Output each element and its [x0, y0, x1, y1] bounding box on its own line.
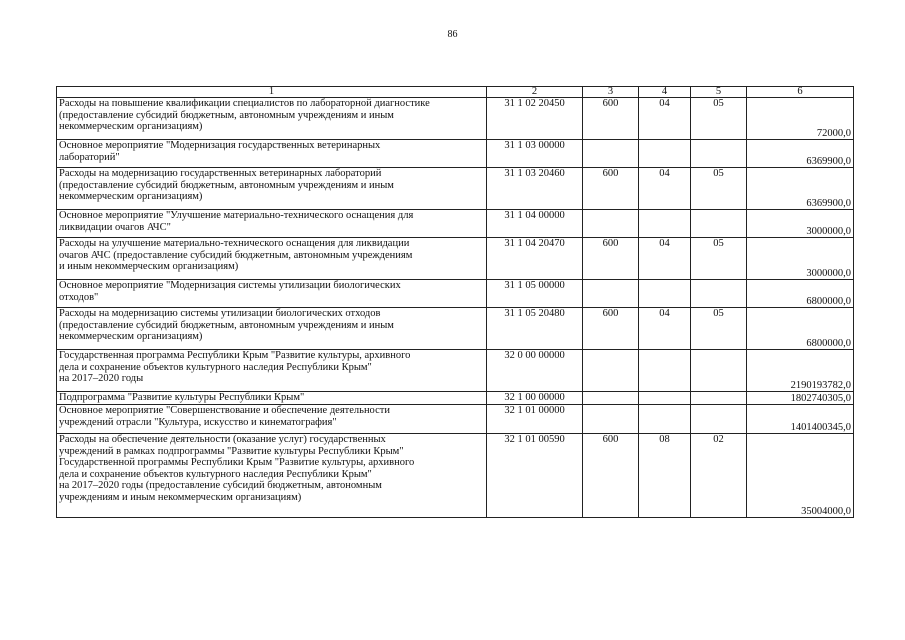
budget-table: [56, 86, 854, 518]
row-sum: 1802740305,0: [747, 392, 854, 405]
row-column-3: 600: [583, 168, 639, 210]
row-sum: 3000000,0: [747, 210, 854, 238]
row-column-3: [583, 405, 639, 434]
row-sum: 2190193782,0: [747, 350, 854, 392]
row-code: 31 1 03 20460: [487, 168, 583, 210]
row-column-3: [583, 140, 639, 168]
row-name: Основное мероприятие "Улучшение материально-технического оснащения для ликвидации очагов АЧС": [57, 210, 487, 238]
row-column-4: [639, 210, 691, 238]
column-header: 3: [583, 87, 639, 98]
table-row: [57, 434, 854, 518]
row-column-3: 600: [583, 98, 639, 140]
row-column-3: [583, 392, 639, 405]
row-column-4: 04: [639, 238, 691, 280]
column-header: 5: [691, 87, 747, 98]
column-header: 2: [487, 87, 583, 98]
row-column-5: [691, 392, 747, 405]
row-code: 32 0 00 00000: [487, 350, 583, 392]
row-sum: 1401400345,0: [747, 405, 854, 434]
row-column-5: 05: [691, 168, 747, 210]
table-row: [57, 210, 854, 238]
row-column-5: 02: [691, 434, 747, 518]
table-row: [57, 140, 854, 168]
row-code: 31 1 05 00000: [487, 280, 583, 308]
row-code: 31 1 04 20470: [487, 238, 583, 280]
row-column-5: 05: [691, 98, 747, 140]
row-sum: 6369900,0: [747, 168, 854, 210]
row-name: Государственная программа Республики Крым "Развитие культуры, архивного дела и сохранение объектов культурного наследия Республики Крым" на 2017–2020 годы: [57, 350, 487, 392]
row-code: 32 1 01 00590: [487, 434, 583, 518]
row-name: Расходы на улучшение материально-технического оснащения для ликвидации очагов АЧС (предоставление субсидий бюджетным, автономным учреждениям и иным некоммерческим организациям): [57, 238, 487, 280]
row-code: 31 1 02 20450: [487, 98, 583, 140]
row-column-4: [639, 405, 691, 434]
row-column-4: [639, 350, 691, 392]
column-header: 1: [57, 87, 487, 98]
row-column-3: 600: [583, 238, 639, 280]
row-column-5: 05: [691, 238, 747, 280]
table-row: [57, 98, 854, 140]
row-name: Подпрограмма "Развитие культуры Республики Крым": [57, 392, 487, 405]
row-sum: 6369900,0: [747, 140, 854, 168]
row-column-5: [691, 280, 747, 308]
row-column-4: [639, 392, 691, 405]
row-name: Расходы на модернизацию системы утилизации биологических отходов (предоставление субсидий бюджетным, автономным учреждениям и иным некоммерческим организациям): [57, 308, 487, 350]
row-sum: 72000,0: [747, 98, 854, 140]
row-code: 32 1 01 00000: [487, 405, 583, 434]
row-name: Основное мероприятие "Модернизация государственных ветеринарных лабораторий": [57, 140, 487, 168]
table-row: [57, 392, 854, 405]
table-row: [57, 280, 854, 308]
row-column-4: [639, 140, 691, 168]
row-column-4: 04: [639, 308, 691, 350]
row-column-5: [691, 350, 747, 392]
page-number: 86: [447, 29, 458, 40]
row-column-4: [639, 280, 691, 308]
row-column-3: 600: [583, 308, 639, 350]
table-header-row: [57, 87, 854, 98]
row-column-5: [691, 210, 747, 238]
column-header: 4: [639, 87, 691, 98]
row-column-3: [583, 350, 639, 392]
row-column-3: [583, 210, 639, 238]
row-sum: 6800000,0: [747, 280, 854, 308]
table-row: [57, 238, 854, 280]
row-column-4: 04: [639, 168, 691, 210]
row-code: 31 1 05 20480: [487, 308, 583, 350]
row-column-4: 04: [639, 98, 691, 140]
table-row: [57, 405, 854, 434]
row-name: Расходы на модернизацию государственных ветеринарных лабораторий (предоставление субсидий бюджетным, автономным учреждениям и иным некоммерческим организациям): [57, 168, 487, 210]
row-name: Основное мероприятие "Модернизация системы утилизации биологических отходов": [57, 280, 487, 308]
column-header: 6: [747, 87, 854, 98]
row-code: 32 1 00 00000: [487, 392, 583, 405]
row-column-5: 05: [691, 308, 747, 350]
row-column-4: 08: [639, 434, 691, 518]
row-code: 31 1 04 00000: [487, 210, 583, 238]
row-sum: 3000000,0: [747, 238, 854, 280]
row-column-3: [583, 280, 639, 308]
table-row: [57, 168, 854, 210]
table-row: [57, 350, 854, 392]
row-column-5: [691, 405, 747, 434]
row-column-3: 600: [583, 434, 639, 518]
table-row: [57, 308, 854, 350]
row-code: 31 1 03 00000: [487, 140, 583, 168]
row-name: Расходы на повышение квалификации специалистов по лабораторной диагностике (предоставление субсидий бюджетным, автономным учреждениям и иным некоммерческим организациям): [57, 98, 487, 140]
row-sum: 35004000,0: [747, 434, 854, 518]
row-name: Основное мероприятие "Совершенствование и обеспечение деятельности учреждений отрасли "Культура, искусство и кинематография": [57, 405, 487, 434]
row-name: Расходы на обеспечение деятельности (оказание услуг) государственных учреждений в рамках подпрограммы "Развитие культуры Республики Крым" Государственной программы Республики Крым "Развитие культуры, архивного дела и сохранение объектов культурного наследия Республики Крым" на 2017–2020 годы (предоставление субсидий бюджетным, автономным учреждениям и иным некоммерческим организациям): [57, 434, 487, 518]
row-sum: 6800000,0: [747, 308, 854, 350]
row-column-5: [691, 140, 747, 168]
